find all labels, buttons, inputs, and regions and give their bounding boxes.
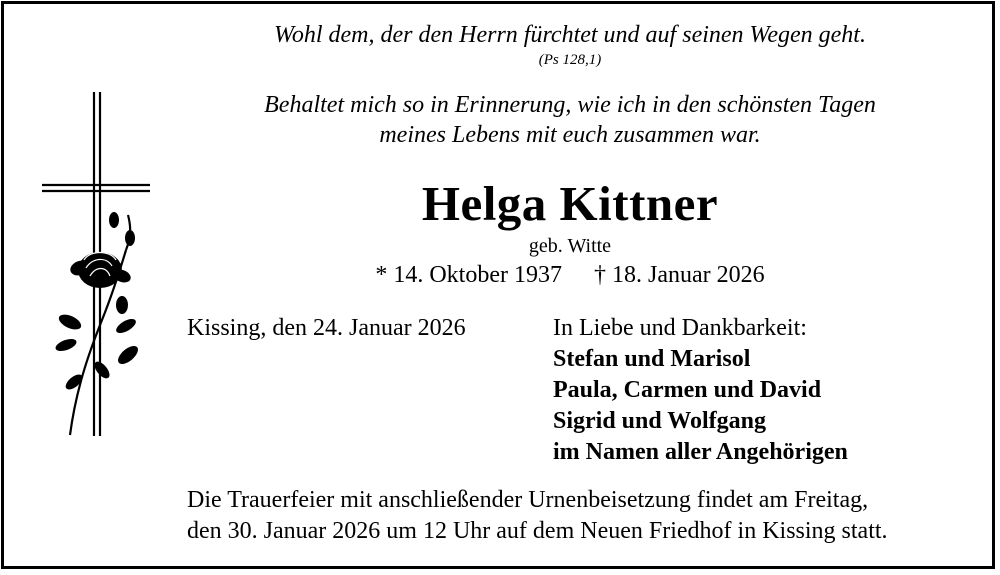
verse-2-line-1: Behaltet mich so in Erinnerung, wie ich in den schönsten Tagen (264, 92, 876, 118)
funeral-line-2: den 30. Januar 2026 um 12 Uhr auf dem Neuen Friedhof in Kissing statt. (187, 518, 888, 544)
verse-1-reference: (Ps 128,1) (538, 52, 602, 68)
mourner-line: Sigrid und Wolfgang (553, 408, 766, 434)
mourner-line: Stefan und Marisol (553, 346, 751, 372)
birth-name: geb. Witte (528, 235, 612, 257)
death-date: † 18. Januar 2026 (594, 262, 765, 288)
mourner-line: im Namen aller Angehörigen (553, 439, 848, 465)
funeral-line-1: Die Trauerfeier mit anschließender Urnenbeisetzung findet am Freitag, (187, 487, 869, 513)
funeral-notice (187, 485, 888, 547)
life-dates (0, 262, 1000, 289)
verse-2-line-2: meines Lebens mit euch zusammen war. (379, 122, 761, 148)
mourner-line: Paula, Carmen und David (553, 377, 822, 403)
mourners-intro: In Liebe und Dankbarkeit: (553, 315, 807, 341)
place-and-date: Kissing, den 24. Januar 2026 (187, 315, 466, 341)
deceased-name: Helga Kittner (421, 176, 719, 231)
mourners-block (553, 313, 848, 468)
verse-1: Wohl dem, der den Herrn fürchtet und auf seinen Wegen geht. (274, 22, 866, 48)
birth-date: * 14. Oktober 1937 (375, 262, 562, 288)
